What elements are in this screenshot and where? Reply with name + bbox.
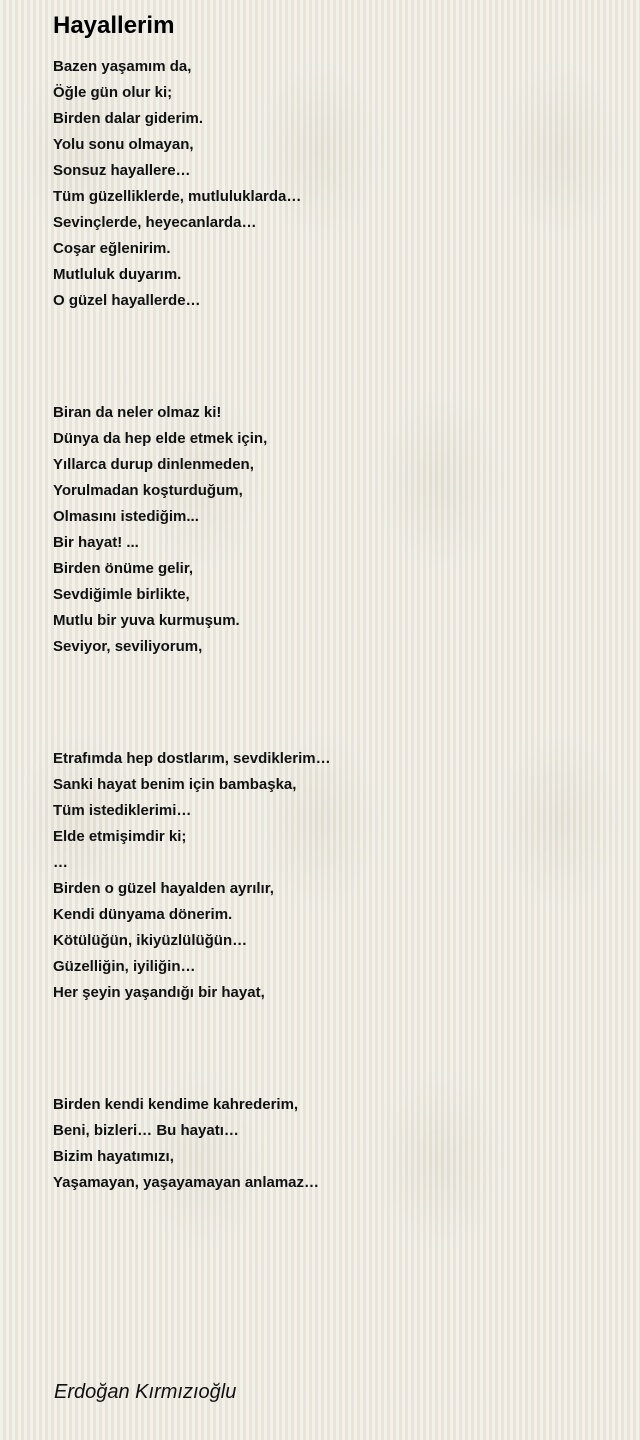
- poem-line: Bizim hayatımızı,: [53, 1148, 174, 1165]
- poem-line: Birden o güzel hayalden ayrılır,: [53, 880, 274, 897]
- poem-line: Yıllarca durup dinlenmeden,: [53, 456, 254, 473]
- poem-stanza: [53, 54, 613, 314]
- poem-line: Sevdiğimle birlikte,: [53, 586, 190, 603]
- poem-line: Dünya da hep elde etmek için,: [53, 430, 268, 447]
- poem-line: …: [53, 854, 68, 871]
- poem-line: Mutlu bir yuva kurmuşum.: [53, 612, 240, 629]
- poem-line: Birden kendi kendime kahrederim,: [53, 1096, 299, 1113]
- poem-line: Kendi dünyama dönerim.: [53, 906, 233, 923]
- poem-line: Güzelliğin, iyiliğin…: [53, 958, 196, 975]
- poem-line: Sonsuz hayallere…: [53, 162, 191, 179]
- poem-line: Öğle gün olur ki;: [53, 84, 173, 101]
- poem-line: Mutluluk duyarım.: [53, 266, 182, 283]
- poem-stanza: [53, 746, 613, 1006]
- poem-line: Etrafımda hep dostlarım, sevdiklerim…: [53, 750, 331, 767]
- poem-line: Beni, bizleri… Bu hayatı…: [53, 1122, 239, 1139]
- poem-stanza: [53, 1092, 613, 1196]
- stanza-spacer: [53, 1006, 613, 1092]
- poem-line: Seviyor, seviliyorum,: [53, 638, 203, 655]
- poem-line: Olmasını istediğim...: [53, 508, 199, 525]
- poem-line: Sevinçlerde, heyecanlarda…: [53, 214, 257, 231]
- stanza-spacer: [53, 314, 613, 400]
- poem-line: Tüm güzelliklerde, mutluluklarda…: [53, 188, 302, 205]
- poem-line: Yolu sonu olmayan,: [53, 136, 194, 153]
- poem-stanza: [53, 400, 613, 660]
- poem-author: Erdoğan Kırmızıoğlu: [54, 1381, 237, 1403]
- poem-line: O güzel hayallerde…: [53, 292, 201, 309]
- poem-title: Hayallerim: [53, 12, 175, 39]
- poem-line: Birden dalar giderim.: [53, 110, 204, 127]
- poem-line: Kötülüğün, ikiyüzlülüğün…: [53, 932, 248, 949]
- poem-line: Elde etmişimdir ki;: [53, 828, 187, 845]
- poem-line: Bir hayat! ...: [53, 534, 139, 551]
- poem-line: Birden önüme gelir,: [53, 560, 194, 577]
- poem-line: Sanki hayat benim için bambaşka,: [53, 776, 297, 793]
- poem-line: Yaşamayan, yaşayamayan anlamaz…: [53, 1174, 320, 1191]
- poem-line: Tüm istediklerimi…: [53, 802, 192, 819]
- poem-line: Bazen yaşamım da,: [53, 58, 192, 75]
- poem-line: Coşar eğlenirim.: [53, 240, 171, 257]
- poem-container: [53, 10, 613, 1196]
- poem-body: [53, 54, 613, 1196]
- poem-line: Yorulmadan koşturduğum,: [53, 482, 243, 499]
- stanza-spacer: [53, 660, 613, 746]
- poem-line: Her şeyin yaşandığı bir hayat,: [53, 984, 265, 1001]
- poem-line: Biran da neler olmaz ki!: [53, 404, 222, 421]
